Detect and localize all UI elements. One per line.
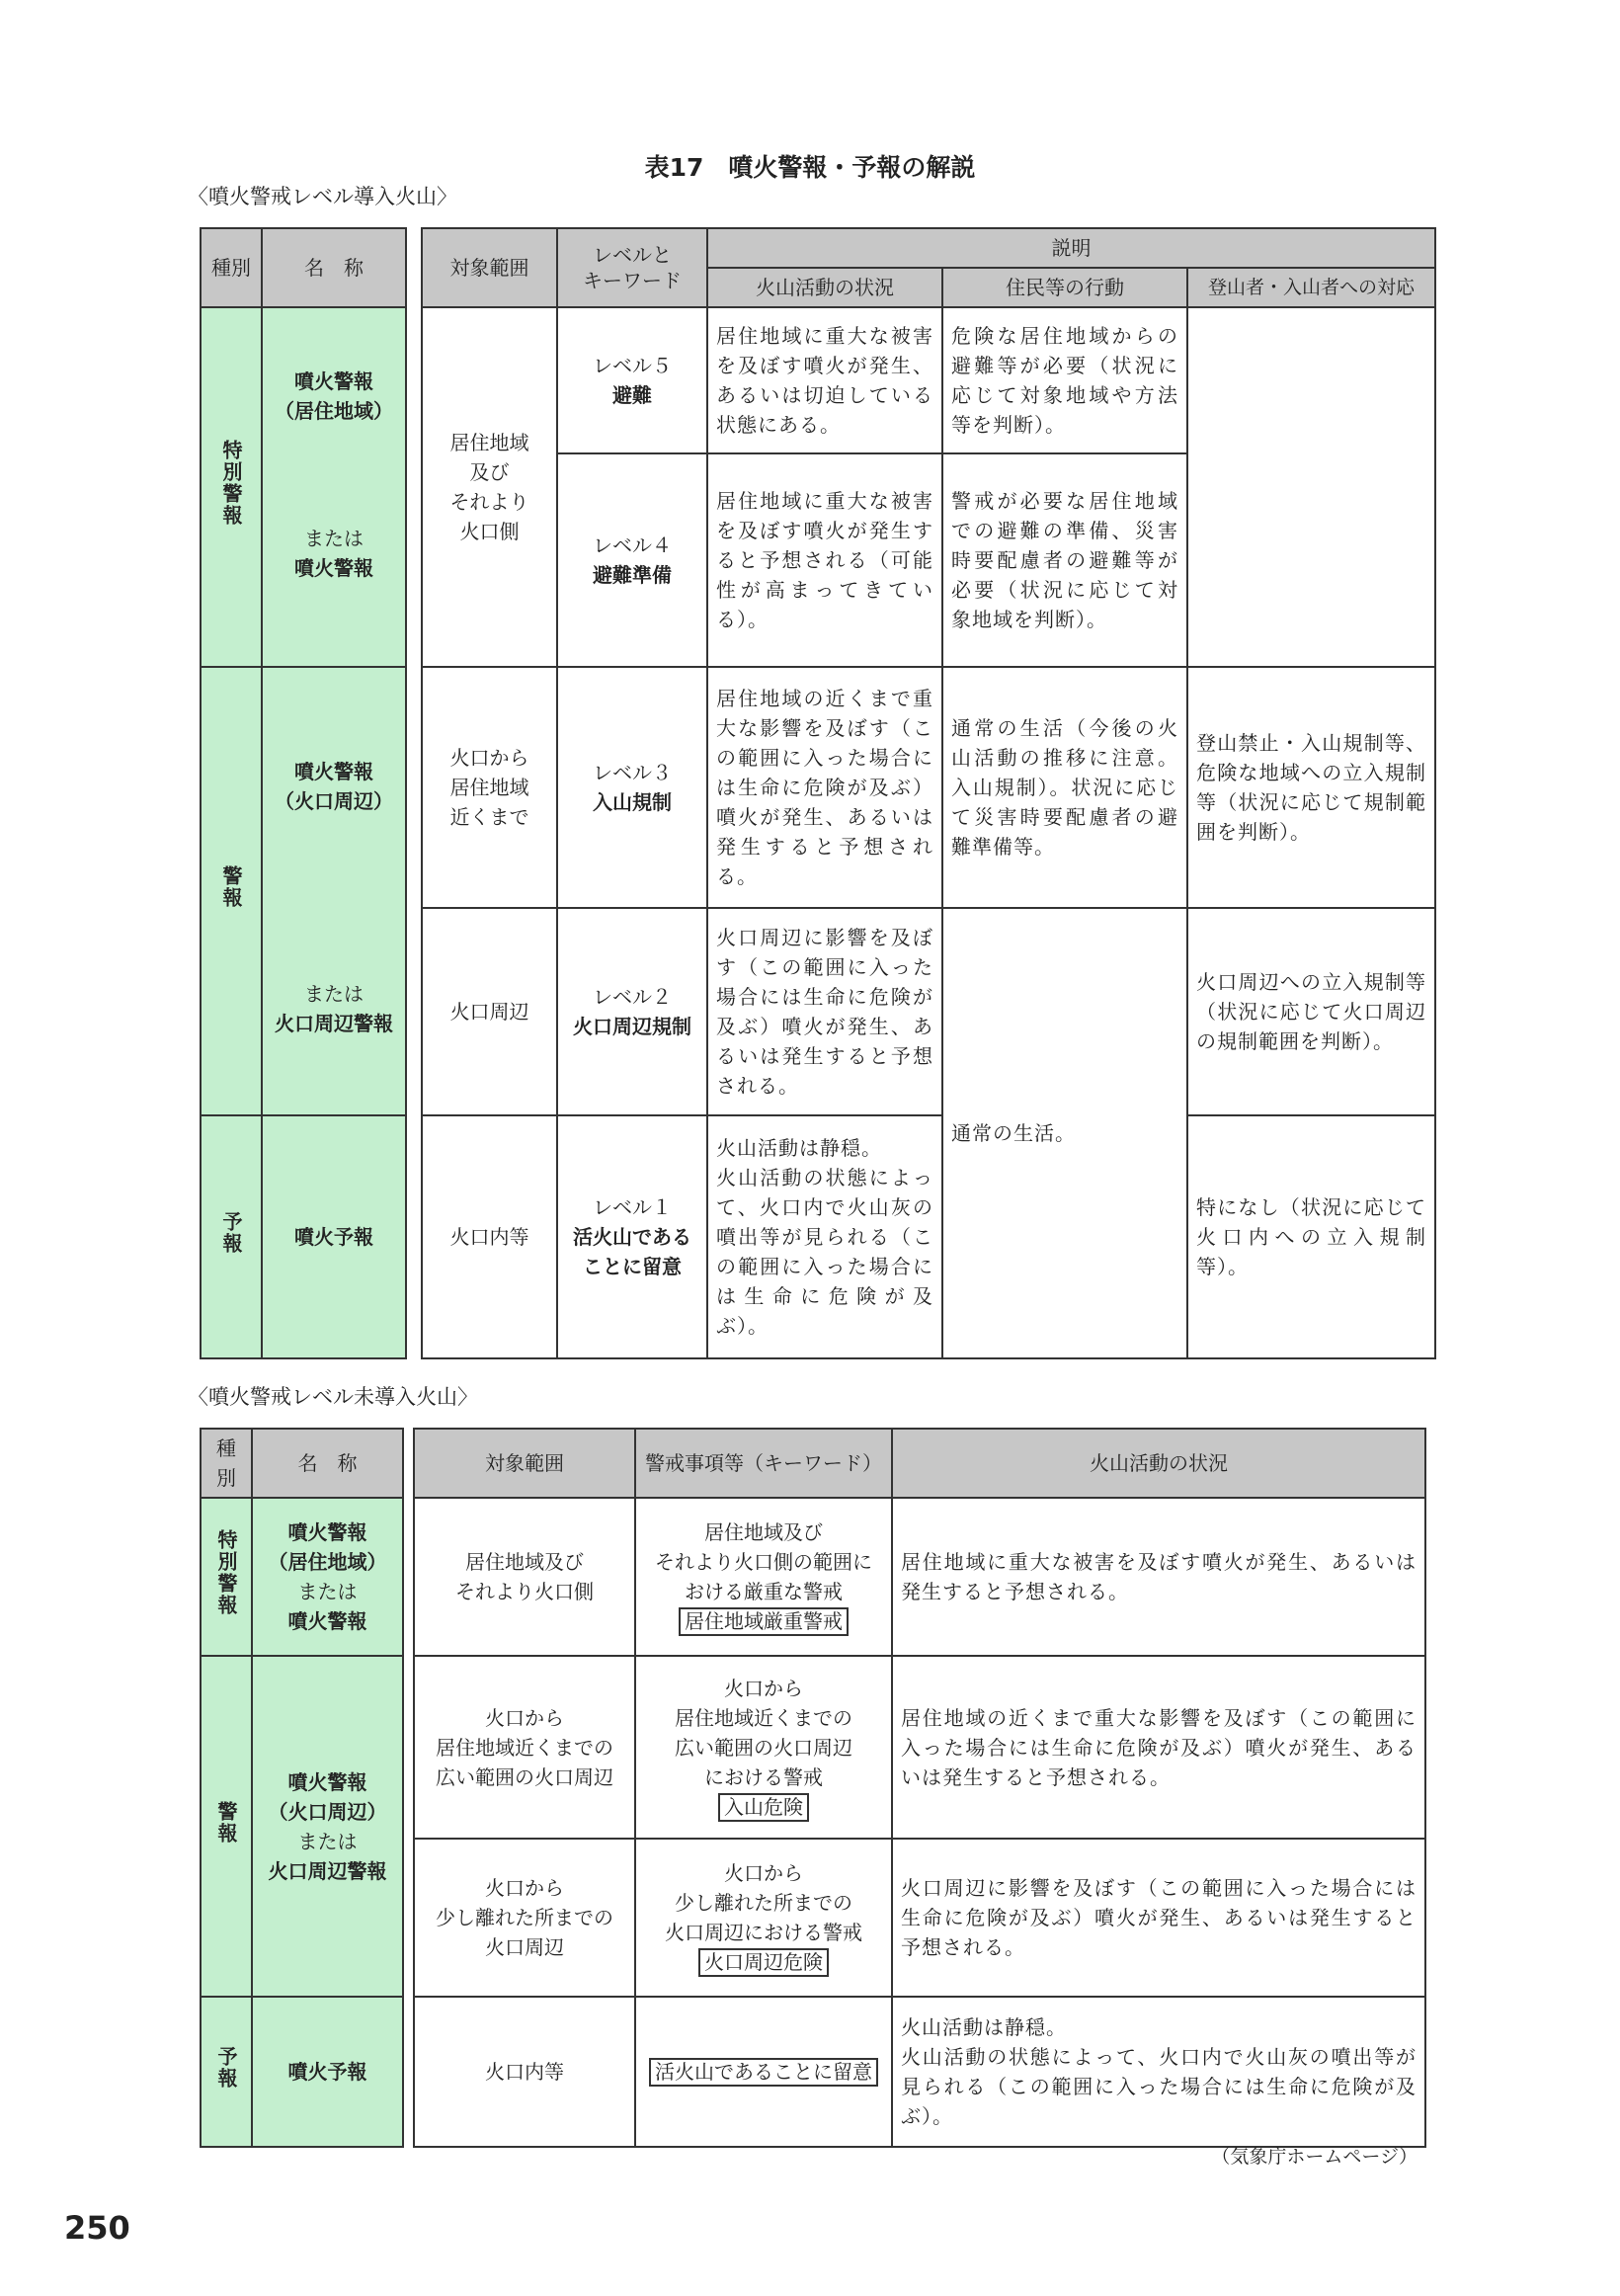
level2-label: レベル２ xyxy=(593,985,672,1009)
t2-header-name: 名 称 xyxy=(252,1429,403,1498)
level5-cell xyxy=(557,307,707,453)
t2-r4-keyword: 活火山であることに留意 xyxy=(649,2058,878,2087)
table-non-level-volcanoes xyxy=(200,1428,1426,2148)
level4-keyword: 避難準備 xyxy=(593,563,672,587)
t2-name-warning: 噴火警報 （火口周辺） または 火口周辺警報 xyxy=(252,1656,403,1997)
page-number: 250 xyxy=(64,2209,130,2247)
header-activity: 火山活動の状況 xyxy=(707,268,942,307)
t2-r2-scope: 火口から 居住地域近くまでの 広い範囲の火口周辺 xyxy=(414,1656,635,1839)
level4-cell xyxy=(557,453,707,667)
t2-r4-activity: 火山活動は静穏。 火山活動の状態によって、火口内で火山灰の噴出等が見られる（この範囲に入った場合には生命に危険が及ぶ）。 xyxy=(892,1997,1425,2147)
section1-label: 〈噴火警戒レベル導入火山〉 xyxy=(188,185,457,208)
level3-residents: 通常の生活（今後の火山活動の推移に注意。入山規制）。状況に応じて災害時要配慮者の避難準備等。 xyxy=(942,667,1187,908)
header-explanation: 説明 xyxy=(707,228,1435,268)
t2-r3-scope: 火口から 少し離れた所までの 火口周辺 xyxy=(414,1839,635,1997)
source-credit: （気象庁ホームページ） xyxy=(1211,2146,1418,2168)
header-residents: 住民等の行動 xyxy=(942,268,1187,307)
header-name: 名 称 xyxy=(262,228,406,307)
t2-name-special: 噴火警報 （居住地域） または 噴火警報 xyxy=(252,1498,403,1656)
level5-keyword: 避難 xyxy=(612,383,652,407)
level1-activity: 火山活動は静穏。 火山活動の状態によって、火口内で火山灰の噴出等が見られる（この範囲に入った場合には生命に危険が及ぶ）。 xyxy=(707,1115,942,1358)
t2-r3-keyword: 火口周辺危険 xyxy=(698,1948,829,1977)
level1-keyword: 活火山であることに留意 xyxy=(573,1225,691,1278)
level3-label: レベル３ xyxy=(593,761,672,784)
t2-r4-caution xyxy=(635,1997,892,2147)
name-special xyxy=(262,307,406,667)
level2-cell xyxy=(557,908,707,1115)
t2-header-activity: 火山活動の状況 xyxy=(892,1429,1425,1498)
level3-activity: 居住地域の近くまで重大な影響を及ぼす（この範囲に入った場合には生命に危険が及ぶ）噴火が発生、あるいは発生すると予想される。 xyxy=(707,667,942,908)
name-warning xyxy=(262,667,406,1115)
level4-residents: 警戒が必要な居住地域での避難の準備、災害時要配慮者の避難等が必要（状況に応じて対象地域を判断）。 xyxy=(942,453,1187,667)
name-warning-or: または xyxy=(304,982,364,1006)
level2-climbers: 火口周辺への立入規制等（状況に応じて火口周辺の規制範囲を判断）。 xyxy=(1187,908,1435,1115)
t2-kind-special: 特別警報 xyxy=(201,1498,252,1656)
t2-name-forecast: 噴火予報 xyxy=(252,1997,403,2147)
header-level: レベルと キーワード xyxy=(557,228,707,307)
name-special-top: 噴火警報 （居住地域） xyxy=(275,369,393,423)
level3-cell xyxy=(557,667,707,908)
level1-cell xyxy=(557,1115,707,1358)
level4-activity: 居住地域に重大な被害を及ぼす噴火が発生すると予想される（可能性が高まってきている）。 xyxy=(707,453,942,667)
t2-r2-caution: 火口から 居住地域近くまでの 広い範囲の火口周辺 における警戒 入山危険 xyxy=(635,1656,892,1839)
t2-r1-caution: 居住地域及び それより火口側の範囲に おける厳重な警戒 居住地域厳重警戒 xyxy=(635,1498,892,1656)
t2-r3-caution: 火口から 少し離れた所までの 火口周辺における警戒 火口周辺危険 xyxy=(635,1839,892,1997)
t2-r2-keyword: 入山危険 xyxy=(718,1793,809,1822)
level1-label: レベル１ xyxy=(593,1195,672,1219)
level2-keyword: 火口周辺規制 xyxy=(573,1015,691,1038)
kind-forecast: 予報 xyxy=(201,1115,262,1358)
level2-activity: 火口周辺に影響を及ぼす（この範囲に入った場合には生命に危険が及ぶ）噴火が発生、あるいは発生すると予想される。 xyxy=(707,908,942,1115)
level1-climbers: 特になし（状況に応じて火口内への立入規制等）。 xyxy=(1187,1115,1435,1358)
level5-activity: 居住地域に重大な被害を及ぼす噴火が発生、あるいは切迫している状態にある。 xyxy=(707,307,942,453)
t2-header-caution: 警戒事項等（キーワード） xyxy=(635,1429,892,1498)
level1-scope: 火口内等 xyxy=(422,1115,557,1358)
name-special-or: または xyxy=(304,527,364,550)
name-forecast: 噴火予報 xyxy=(262,1115,406,1358)
level3-scope: 火口から 居住地域 近くまで xyxy=(422,667,557,908)
header-climbers: 登山者・入山者への対応 xyxy=(1187,268,1435,307)
level45-climbers xyxy=(1187,307,1435,667)
t2-r4-scope: 火口内等 xyxy=(414,1997,635,2147)
t2-header-scope: 対象範囲 xyxy=(414,1429,635,1498)
level3-keyword: 入山規制 xyxy=(593,790,672,814)
section2-label: 〈噴火警戒レベル未導入火山〉 xyxy=(188,1385,478,1409)
t2-header-kind: 種別 xyxy=(201,1429,252,1498)
kind-special: 特別警報 xyxy=(201,307,262,667)
level4-label: レベル４ xyxy=(593,533,672,557)
header-scope: 対象範囲 xyxy=(422,228,557,307)
t2-r1-keyword: 居住地域厳重警戒 xyxy=(679,1607,849,1636)
name-warning-top: 噴火警報 （火口周辺） xyxy=(275,760,393,813)
t2-r3-activity: 火口周辺に影響を及ぼす（この範囲に入った場合には生命に危険が及ぶ）噴火が発生、あるいは発生すると予想される。 xyxy=(892,1839,1425,1997)
level5-label: レベル５ xyxy=(593,354,672,377)
t2-kind-forecast: 予報 xyxy=(201,1997,252,2147)
level12-residents: 通常の生活。 xyxy=(942,908,1187,1358)
t2-r1-scope: 居住地域及び それより火口側 xyxy=(414,1498,635,1656)
scope-level45: 居住地域 及び それより 火口側 xyxy=(422,307,557,667)
page-title: 表17 噴火警報・予報の解説 xyxy=(644,153,976,182)
t2-r2-activity: 居住地域の近くまで重大な影響を及ぼす（この範囲に入った場合には生命に危険が及ぶ）噴火が発生、あるいは発生すると予想される。 xyxy=(892,1656,1425,1839)
level2-scope: 火口周辺 xyxy=(422,908,557,1115)
level5-residents: 危険な居住地域からの避難等が必要（状況に応じて対象地域や方法等を判断）。 xyxy=(942,307,1187,453)
level3-climbers: 登山禁止・入山規制等、危険な地域への立入規制等（状況に応じて規制範囲を判断）。 xyxy=(1187,667,1435,908)
header-kind: 種別 xyxy=(201,228,262,307)
table-level-volcanoes xyxy=(200,227,1436,1359)
kind-warning: 警報 xyxy=(201,667,262,1115)
t2-r1-activity: 居住地域に重大な被害を及ぼす噴火が発生、あるいは発生すると予想される。 xyxy=(892,1498,1425,1656)
name-warning-bottom: 火口周辺警報 xyxy=(275,1012,393,1035)
t2-kind-warning: 警報 xyxy=(201,1656,252,1997)
name-special-bottom: 噴火警報 xyxy=(294,556,373,580)
